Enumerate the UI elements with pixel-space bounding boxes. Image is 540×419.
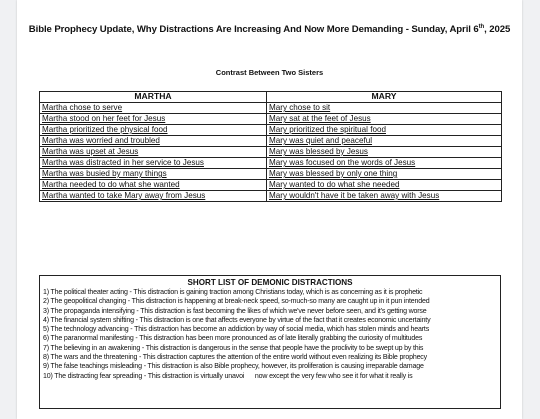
- table-row: [40, 180, 502, 191]
- martha-cell: Martha was distracted in her service to Jesus: [40, 158, 267, 169]
- martha-cell: Martha chose to serve: [40, 103, 267, 114]
- header-mary: MARY: [267, 92, 502, 103]
- document-page: [17, 0, 522, 419]
- table-row: [40, 191, 502, 202]
- martha-cell: Martha needed to do what she wanted: [40, 180, 267, 191]
- distraction-item: 10) The distracting fear spreading - This distraction is virtually unavoi now except the very few who see it for what it really is: [43, 372, 413, 380]
- mary-cell: Mary sat at the feet of Jesus: [267, 114, 502, 125]
- document-title: [17, 24, 522, 35]
- martha-cell: Martha stood on her feet for Jesus: [40, 114, 267, 125]
- table-row: [40, 114, 502, 125]
- distractions-list: [43, 288, 497, 381]
- mary-cell: Mary chose to sit: [267, 103, 502, 114]
- distraction-item: 4) The financial system shifting - This distraction is one that affects everyone by virtue of the fact that it creates economic uncertainty: [43, 316, 431, 324]
- mary-cell: Mary prioritized the spiritual food: [267, 125, 502, 136]
- distractions-title: SHORT LIST OF DEMONIC DISTRACTIONS: [187, 278, 353, 287]
- martha-cell: Martha wanted to take Mary away from Jesus: [40, 191, 267, 202]
- distraction-item: 3) The propaganda intensifying - This distraction is fast becoming the likes of which we've never before seen, and it's getting worse: [43, 307, 427, 315]
- table-row: [40, 125, 502, 136]
- mary-cell: Mary wanted to do what she needed: [267, 180, 502, 191]
- title-end: , 2025: [484, 24, 511, 36]
- table-body: [40, 103, 502, 202]
- distraction-item: 6) The paranormal manifesting - This distraction has been more pronounced as of late literally grabbing the curiosity of multitudes: [43, 335, 423, 343]
- table-row: [40, 147, 502, 158]
- distraction-item: 5) The technology advancing - This distraction has become an addiction by way of social media, which has stolen minds and hearts: [43, 326, 430, 334]
- table-row: [40, 169, 502, 180]
- mary-cell: Mary was blessed by Jesus: [267, 147, 502, 158]
- distraction-item: 8) The wars and the threatening - This distraction captures the attention of the entire world without even realizing its Bible prophecy: [43, 354, 427, 362]
- table-row: [40, 136, 502, 147]
- title-main: Bible Prophecy Update, Why Distractions Are Increasing And Now More Demanding - Sunday, April 6: [28, 24, 479, 36]
- sisters-contrast-table: [39, 91, 502, 202]
- martha-cell: Martha prioritized the physical food: [40, 125, 267, 136]
- title-superscript: th: [478, 24, 485, 30]
- distraction-item: 7) The believing in an awakening - This distraction is dangerous in the sense that people have the proclivity to be swept up by this: [43, 344, 424, 352]
- distraction-item: 9) The false teachings misleading - This distraction is also Bible prophecy, however, its proliferation is causing irreparable damage: [43, 363, 424, 371]
- mary-cell: Mary was focused on the words of Jesus: [267, 158, 502, 169]
- table-row: [40, 103, 502, 114]
- distraction-item: 2) The geopolitical changing - This distraction is happening at break-neck speed, so-much-so many are caught up in it pun intended: [43, 298, 430, 306]
- table-header-row: [40, 92, 502, 103]
- martha-cell: Martha was upset at Jesus: [40, 147, 267, 158]
- martha-cell: Martha was busied by many things: [40, 169, 267, 180]
- distraction-item: 1) The political theater acting - This distraction is gaining traction among Christians today, which is as concerning as it is prophetic: [43, 289, 423, 296]
- distractions-box: [39, 275, 501, 409]
- table-caption: Contrast Between Two Sisters: [215, 68, 324, 77]
- mary-cell: Mary was quiet and peaceful: [267, 136, 502, 147]
- table-row: [40, 158, 502, 169]
- header-martha: MARTHA: [40, 92, 267, 103]
- mary-cell: Mary wouldn't have it be taken away with Jesus: [267, 191, 502, 202]
- martha-cell: Martha was worried and troubled: [40, 136, 267, 147]
- mary-cell: Mary was blessed by only one thing: [267, 169, 502, 180]
